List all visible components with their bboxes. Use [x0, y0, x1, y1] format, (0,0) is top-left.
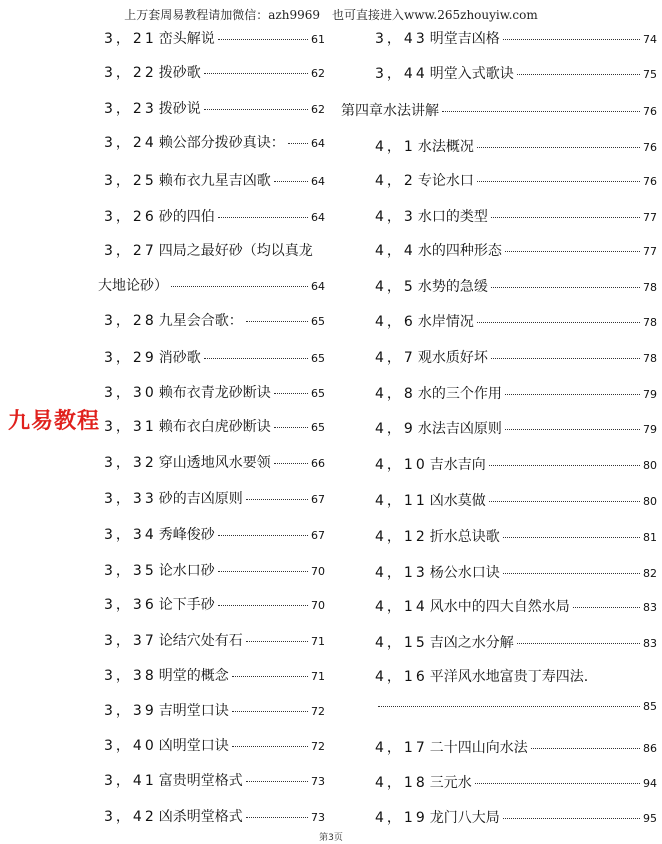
toc-entry	[104, 28, 325, 48]
toc-leader-dots	[218, 535, 308, 536]
toc-entry-title: 水的四种形态	[417, 243, 502, 259]
toc-entry-page: 67	[311, 529, 325, 542]
toc-entry-title: 吉明堂口诀	[158, 703, 229, 719]
toc-entry-title: 二十四山向水法	[429, 740, 528, 756]
toc-entry-page: 73	[311, 811, 325, 824]
toc-leader-dots	[491, 287, 640, 288]
toc-entry-number: 4，16	[375, 669, 428, 685]
toc-entry-page: 94	[643, 777, 657, 790]
toc-entry-page: 65	[311, 387, 325, 400]
toc-entry-title: 富贵明堂格式	[158, 773, 243, 789]
toc-entry-number: 4，4	[375, 243, 416, 259]
toc-leader-dots	[503, 537, 640, 538]
toc-leader-dots	[274, 427, 308, 428]
toc-leader-dots	[489, 465, 640, 466]
toc-entry	[375, 666, 657, 686]
toc-leader-dots	[517, 643, 640, 644]
toc-entry-title: 砂的四伯	[158, 209, 215, 225]
toc-leader-dots	[171, 286, 308, 287]
toc-leader-dots	[246, 817, 308, 818]
toc-entry-number: 3，37	[104, 633, 157, 649]
toc-leader-dots	[204, 358, 308, 359]
toc-entry-page: 64	[311, 280, 325, 293]
toc-entry	[375, 772, 657, 792]
toc-entry-page: 74	[643, 33, 657, 46]
toc-entry-number: 3，40	[104, 738, 157, 754]
toc-entry	[104, 524, 325, 544]
toc-entry-title: 折水总诀歌	[429, 529, 500, 545]
toc-entry-page: 83	[643, 637, 657, 650]
toc-entry-title: 九星会合歌：	[158, 313, 243, 329]
toc-entry	[375, 63, 657, 83]
toc-entry-page: 67	[311, 493, 325, 506]
toc-entry	[104, 700, 325, 720]
toc-entry	[375, 454, 657, 474]
toc-leader-dots	[378, 706, 640, 707]
toc-leader-dots	[531, 748, 640, 749]
toc-leader-dots	[204, 109, 308, 110]
toc-entry-title: 水法概况	[417, 139, 474, 155]
toc-entry-title: 大地论砂）	[98, 278, 168, 294]
toc-entry-number: 3，30	[104, 385, 157, 401]
toc-leader-dots	[491, 358, 640, 359]
toc-entry	[104, 488, 325, 508]
toc-entry-number: 3，32	[104, 455, 157, 471]
toc-entry-page: 79	[643, 423, 657, 436]
toc-entry	[375, 418, 657, 438]
toc-entry-title: 拨砂说	[158, 101, 201, 117]
toc-leader-dots	[218, 605, 308, 606]
toc-entry-page: 77	[643, 245, 657, 258]
toc-entry-title: 峦头解说	[158, 31, 215, 47]
toc-entry-number: 3，23	[104, 101, 157, 117]
toc-leader-dots	[204, 73, 308, 74]
toc-entry	[104, 382, 325, 402]
toc-entry-number: 3，41	[104, 773, 157, 789]
toc-entry-page: 75	[643, 68, 657, 81]
toc-entry	[104, 452, 325, 472]
toc-entry-title: 明堂入式歌诀	[429, 66, 514, 82]
toc-entry	[375, 170, 657, 190]
toc-entry	[104, 594, 325, 614]
toc-entry-page: 76	[643, 105, 657, 118]
toc-entry	[104, 806, 325, 826]
toc-entry	[375, 700, 657, 713]
toc-entry-page: 76	[643, 141, 657, 154]
toc-entry	[375, 526, 657, 546]
toc-entry	[375, 28, 657, 48]
toc-leader-dots	[232, 676, 308, 677]
toc-entry-title: 拨砂歌	[158, 65, 201, 81]
toc-entry-number: 3，34	[104, 527, 157, 543]
toc-entry	[375, 347, 657, 367]
toc-entry	[375, 240, 657, 260]
toc-leader-dots	[505, 251, 640, 252]
toc-entry	[375, 490, 657, 510]
toc-leader-dots	[274, 393, 308, 394]
toc-entry-number: 3，28	[104, 313, 157, 329]
toc-entry	[104, 560, 325, 580]
toc-entry-page: 65	[311, 352, 325, 365]
toc-leader-dots	[232, 711, 308, 712]
toc-entry	[375, 596, 657, 616]
toc-leader-dots	[218, 217, 308, 218]
toc-entry-number: 4，12	[375, 529, 428, 545]
toc-entry-number: 3，33	[104, 491, 157, 507]
toc-entry	[104, 630, 325, 650]
toc-entry-page: 70	[311, 565, 325, 578]
toc-entry-title: 穿山透地风水要领	[158, 455, 271, 471]
page-header: 上万套周易教程请加微信：azh9969 也可直接进入www.265zhouyiw.com	[124, 8, 538, 22]
page-number: 第3页	[319, 833, 343, 843]
toc-entry-page: 71	[311, 635, 325, 648]
toc-leader-dots	[218, 571, 308, 572]
toc-entry	[375, 807, 657, 827]
toc-leader-dots	[477, 181, 640, 182]
toc-leader-dots	[505, 394, 640, 395]
toc-entry-number: 4，6	[375, 314, 416, 330]
toc-entry-title: 第四章水法讲解	[341, 103, 439, 119]
toc-entry	[375, 562, 657, 582]
toc-entry-title: 论结穴处有石	[158, 633, 243, 649]
toc-entry-page: 64	[311, 137, 325, 150]
toc-entry-title: 水势的急缓	[417, 279, 488, 295]
toc-entry-title: 凶杀明堂格式	[158, 809, 243, 825]
toc-entry-title: 杨公水口诀	[429, 565, 500, 581]
toc-entry-title: 砂的吉凶原则	[158, 491, 243, 507]
toc-entry-number: 4，14	[375, 599, 428, 615]
toc-entry-page: 83	[643, 601, 657, 614]
toc-entry-title: 凶水莫做	[429, 493, 486, 509]
toc-entry-page: 65	[311, 421, 325, 434]
toc-entry	[104, 132, 325, 152]
toc-leader-dots	[288, 143, 308, 144]
toc-entry-page: 95	[643, 812, 657, 825]
toc-entry-number: 3，39	[104, 703, 157, 719]
toc-leader-dots	[246, 321, 308, 322]
toc-entry	[104, 665, 325, 685]
toc-entry	[104, 310, 325, 330]
toc-entry-title: 明堂吉凶格	[429, 31, 500, 47]
toc-entry-page: 78	[643, 316, 657, 329]
toc-entry-title: 风水中的四大自然水局	[429, 599, 570, 615]
toc-entry-page: 78	[643, 281, 657, 294]
toc-entry-page: 77	[643, 211, 657, 224]
toc-entry-page: 73	[311, 775, 325, 788]
toc-entry	[375, 276, 657, 296]
toc-entry-title: 明堂的概念	[158, 668, 229, 684]
toc-entry	[104, 770, 325, 790]
toc-entry-page: 79	[643, 388, 657, 401]
toc-leader-dots	[503, 818, 640, 819]
toc-entry-title: 四局之最好砂（均以真龙	[158, 243, 313, 259]
toc-entry-page: 80	[643, 459, 657, 472]
toc-entry-number: 4，3	[375, 209, 416, 225]
toc-entry-number: 3，21	[104, 31, 157, 47]
toc-entry-title: 专论水口	[417, 173, 474, 189]
toc-entry-page: 85	[643, 700, 657, 713]
toc-entry-title: 龙门八大局	[429, 810, 500, 826]
toc-leader-dots	[442, 111, 640, 112]
toc-leader-dots	[503, 39, 640, 40]
toc-entry-page: 64	[311, 211, 325, 224]
toc-leader-dots	[489, 501, 640, 502]
toc-entry	[104, 735, 325, 755]
toc-entry-number: 3，27	[104, 243, 157, 259]
toc-entry-title: 消砂歌	[158, 350, 201, 366]
toc-entry-number: 3，35	[104, 563, 157, 579]
toc-entry-page: 62	[311, 103, 325, 116]
toc-entry-number: 4，1	[375, 139, 416, 155]
toc-leader-dots	[477, 322, 640, 323]
toc-entry-number: 4，11	[375, 493, 428, 509]
toc-entry	[104, 240, 325, 260]
toc-entry-page: 76	[643, 175, 657, 188]
toc-entry	[341, 100, 657, 120]
toc-entry-page: 70	[311, 599, 325, 612]
toc-entry-page: 64	[311, 175, 325, 188]
watermark-logo: 九易教程	[8, 409, 101, 434]
toc-entry-number: 4，10	[375, 457, 428, 473]
toc-entry-page: 72	[311, 740, 325, 753]
toc-leader-dots	[505, 429, 640, 430]
toc-leader-dots	[477, 147, 640, 148]
toc-entry-number: 4，2	[375, 173, 416, 189]
toc-leader-dots	[274, 181, 308, 182]
toc-entry-number: 4，7	[375, 350, 416, 366]
toc-entry	[104, 170, 325, 190]
toc-entry	[375, 206, 657, 226]
toc-entry-title: 论水口砂	[158, 563, 215, 579]
toc-leader-dots	[232, 746, 308, 747]
toc-entry-number: 3，25	[104, 173, 157, 189]
toc-entry-number: 4，9	[375, 421, 416, 437]
toc-entry-title: 秀峰俊砂	[158, 527, 215, 543]
toc-entry-page: 65	[311, 315, 325, 328]
toc-entry-page: 82	[643, 567, 657, 580]
toc-entry-number: 3，36	[104, 597, 157, 613]
toc-entry-number: 4，5	[375, 279, 416, 295]
toc-leader-dots	[573, 607, 640, 608]
toc-entry-title: 论下手砂	[158, 597, 215, 613]
toc-entry	[104, 62, 325, 82]
toc-entry-number: 3，24	[104, 135, 157, 151]
toc-entry-number: 3，29	[104, 350, 157, 366]
toc-entry-number: 4，15	[375, 635, 428, 651]
toc-entry	[104, 206, 325, 226]
toc-entry-title: 三元水	[429, 775, 472, 791]
toc-leader-dots	[246, 499, 308, 500]
toc-leader-dots	[246, 641, 308, 642]
toc-leader-dots	[517, 74, 640, 75]
toc-leader-dots	[503, 573, 640, 574]
toc-entry-title: 水法吉凶原则	[417, 421, 502, 437]
toc-entry-page: 61	[311, 33, 325, 46]
toc-entry-page: 78	[643, 352, 657, 365]
toc-entry-title: 水的三个作用	[417, 386, 502, 402]
toc-entry	[375, 311, 657, 331]
toc-entry-number: 3，26	[104, 209, 157, 225]
toc-entry-number: 3，44	[375, 66, 428, 82]
toc-entry-title: 吉水吉向	[429, 457, 486, 473]
toc-entry-title: 吉凶之水分解	[429, 635, 514, 651]
toc-entry-title: 观水质好坏	[417, 350, 488, 366]
toc-leader-dots	[218, 39, 308, 40]
toc-entry-page: 86	[643, 742, 657, 755]
toc-entry-title: 水口的类型	[417, 209, 488, 225]
toc-entry-title: 赖公部分拨砂真诀：	[158, 135, 285, 151]
toc-entry-page: 62	[311, 67, 325, 80]
toc-entry-page: 72	[311, 705, 325, 718]
toc-entry-title: 水岸情况	[417, 314, 474, 330]
toc-leader-dots	[246, 781, 308, 782]
toc-entry-number: 4，18	[375, 775, 428, 791]
toc-entry-page: 71	[311, 670, 325, 683]
toc-entry-page: 81	[643, 531, 657, 544]
toc-entry-number: 3，38	[104, 668, 157, 684]
toc-entry	[104, 347, 325, 367]
toc-entry-number: 3，31	[104, 419, 157, 435]
toc-entry	[375, 632, 657, 652]
toc-entry-title: 赖布衣青龙砂断诀	[158, 385, 271, 401]
toc-entry	[375, 136, 657, 156]
toc-entry	[375, 383, 657, 403]
toc-entry-number: 3，43	[375, 31, 428, 47]
toc-entry-title: 凶明堂口诀	[158, 738, 229, 754]
toc-leader-dots	[274, 463, 308, 464]
toc-entry	[104, 416, 325, 436]
toc-entry	[98, 275, 325, 295]
toc-entry-title: 赖布衣九星吉凶歌	[158, 173, 271, 189]
toc-entry-page: 80	[643, 495, 657, 508]
toc-leader-dots	[491, 217, 640, 218]
toc-entry-number: 4，17	[375, 740, 428, 756]
toc-entry	[375, 737, 657, 757]
toc-entry-title: 平洋风水地富贵丁寿四法.	[429, 669, 589, 685]
toc-leader-dots	[475, 783, 640, 784]
toc-entry-title: 赖布衣白虎砂断诀	[158, 419, 271, 435]
toc-entry-page: 66	[311, 457, 325, 470]
toc-entry-number: 3，22	[104, 65, 157, 81]
toc-entry-number: 4，8	[375, 386, 416, 402]
toc-entry	[104, 98, 325, 118]
toc-entry-number: 4，13	[375, 565, 428, 581]
toc-entry-number: 4，19	[375, 810, 428, 826]
toc-entry-number: 3，42	[104, 809, 157, 825]
